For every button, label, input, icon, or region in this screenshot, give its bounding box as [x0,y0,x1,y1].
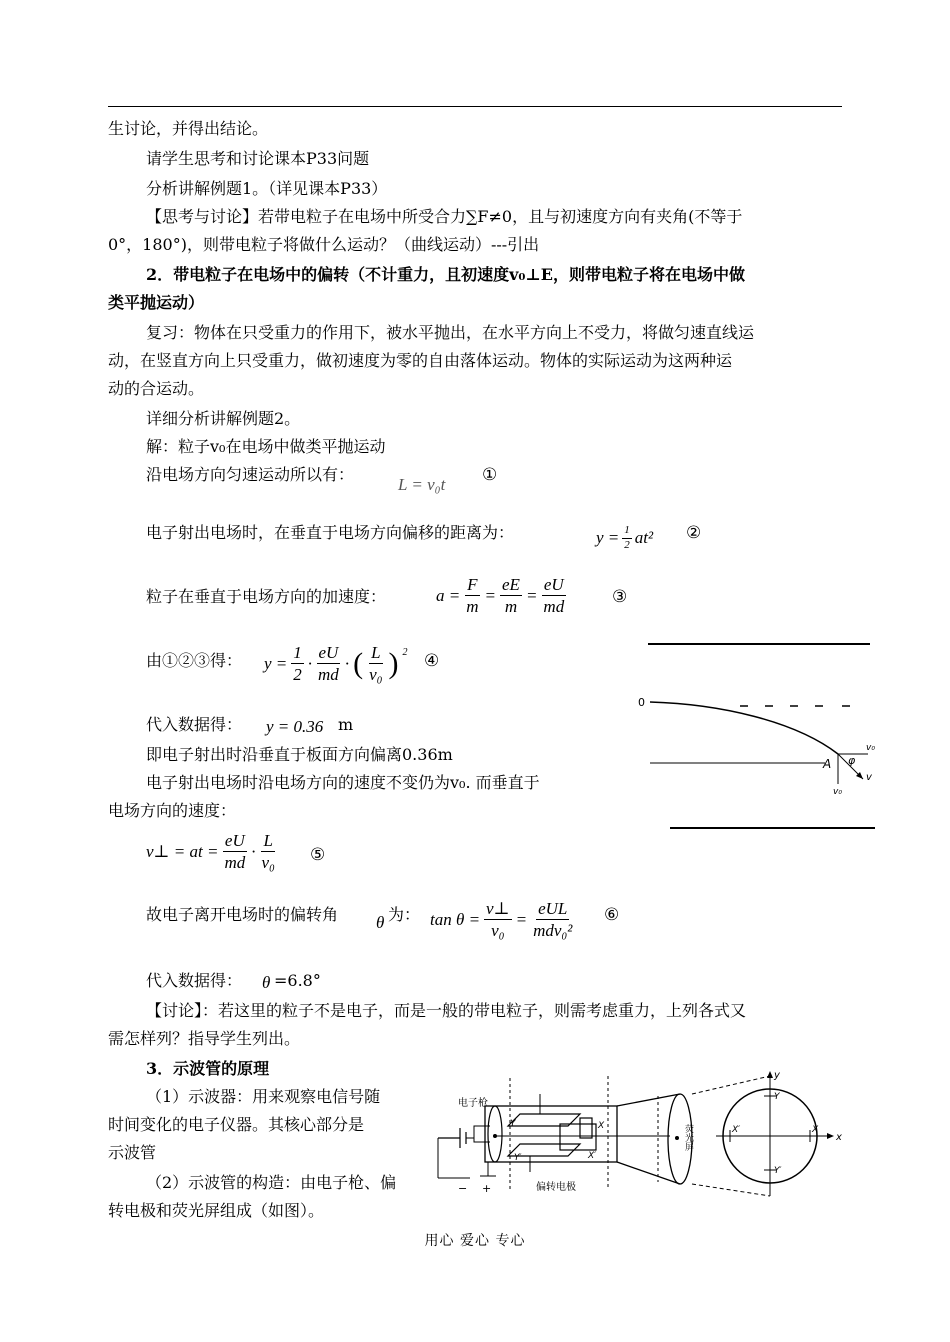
x-prime-plate-label: X′ [588,1151,597,1161]
page-footer: 用心 爱心 专心 [424,1233,526,1249]
electron-gun-label: 电子枪 [458,1098,488,1109]
eq6-label-suffix: 为： [388,905,421,924]
text-line: 需怎样列？指导学生列出。 [108,1029,301,1048]
text-line: 转电极和荧光屏组成（如图）。 [108,1201,325,1220]
theta-symbol: θ [376,913,385,932]
eq-mark-3: ③ [612,587,628,607]
text-line: 请学生思考和讨论课本P33问题 [146,149,370,168]
v-label: v [866,772,872,783]
equation-2: y = $\frac{1}{2}$ at² [596,524,654,551]
eq6-label: 故电子离开电场时的偏转角 [146,905,339,924]
header-rule [108,106,842,107]
text-line: 0°，180°)，则带电粒子将做什么运动？（曲线运动）---引出 [108,235,540,254]
text-line: 动，在竖直方向上只受重力，做初速度为零的自由落体运动。物体的实际运动为这两种运 [108,351,733,370]
text-line: 电场方向的速度： [108,801,237,820]
axis-y-label: y [774,1070,780,1081]
y-plate-label: Y [510,1119,516,1129]
sub1-value: y = 0.36 [266,717,324,736]
deflection-plates-label: 偏转电极 [536,1182,576,1193]
section-heading-2-cont: 类平抛运动） [108,293,205,312]
point-a-label: A [823,757,832,771]
eq-mark-2: ② [686,523,702,543]
screen-x-prime-label: X′ [732,1125,741,1135]
equation-1: L = v₀t [398,475,446,494]
text-line: （2）示波管的构造：由电子枪、偏 [146,1173,397,1192]
eq-mark-6: ⑥ [604,905,620,925]
eq-mark-4: ④ [424,651,440,671]
origin-label: 0 [638,696,645,709]
axis-x-label: x [836,1132,842,1143]
sub2-label: 代入数据得： [146,971,243,990]
sub2-value: =6.8° [274,971,321,990]
screen-y-prime-label: Y′ [774,1166,782,1176]
eq4-label: 由①②③得： [146,651,243,670]
equation-6: tan θ = $\frac{v\perp}{\text{v₀}}$ = $\frac{\text{eUL}}{\text{mdv₀²}}$ [430,899,573,941]
section-heading-3: 3．示波管的原理 [146,1059,270,1078]
text-line: 【思考与讨论】若带电粒子在电场中所受合力∑F≠0，且与初速度方向有夹角(不等于 [146,207,743,226]
text-line: 动的合运动。 [108,379,205,398]
eq-mark-1: ① [482,465,498,485]
y-prime-plate-label: Y′ [514,1153,522,1163]
text-line: 解：粒子v₀在电场中做类平抛运动 [146,437,386,456]
oscilloscope-tube-diagram [430,1066,850,1200]
deflection-diagram [630,636,880,836]
equation-5: v⊥ = at = $\frac{eU}{md}$ · $\frac{L}{\text{v₀}}$ [146,831,275,873]
text-line: 即电子射出时沿垂直于板面方向偏离0.36m [146,745,453,764]
eq-mark-5: ⑤ [310,845,326,865]
plus-terminal: + [482,1182,492,1195]
equation-4: y = $\frac{1}{2}$ · $\frac{eU}{md}$ · ( $\frac{L}{\text{v₀}}$ ) $^2$ [264,643,408,685]
screen-label: 荧光屏 [683,1124,693,1151]
v0-label-top: v₀ [866,743,875,753]
v0-label-bottom: v₀ [833,787,842,797]
text-line: 复习：物体在只受重力的作用下，被水平抛出，在水平方向上不受力，将做匀速直线运 [146,323,755,342]
text-line: 电子射出电场时沿电场方向的速度不变仍为v₀. 而垂直于 [146,773,540,792]
text-line: 详细分析讲解例题2。 [146,409,301,428]
section-heading-2: 2．带电粒子在电场中的偏转（不计重力，且初速度v₀⊥E，则带电粒子将在电场中做 [146,265,745,284]
eq1-label: 沿电场方向匀速运动所以有： [146,465,355,484]
text-line: 示波管 [108,1143,157,1162]
phi-label: φ [848,754,856,767]
equation-3: a = $\frac{F}{m}$ = $\frac{eE}{m}$ = $\frac{eU}{md}$ [436,575,565,617]
sub1-unit: m [338,715,354,734]
text-line: （1）示波器：用来观察电信号随 [146,1087,381,1106]
sub1-label: 代入数据得： [146,715,243,734]
minus-terminal: − [458,1182,468,1195]
text-line: 时间变化的电子仪器。其核心部分是 [108,1115,365,1134]
screen-y-label: Y [774,1092,780,1102]
text-line: 生讨论，并得出结论。 [108,119,269,138]
eq3-label: 粒子在垂直于电场方向的加速度： [146,587,387,606]
x-plate-label: X [598,1121,605,1131]
eq2-label: 电子射出电场时，在垂直于电场方向偏移的距离为： [146,523,515,542]
theta-symbol-2: θ [262,973,271,992]
screen-x-label: X [812,1125,819,1135]
text-line: 分析讲解例题1。（详见课本P33） [146,179,388,198]
text-line: 【讨论】：若这里的粒子不是电子，而是一般的带电粒子，则需考虑重力，上列各式又 [146,1001,747,1020]
